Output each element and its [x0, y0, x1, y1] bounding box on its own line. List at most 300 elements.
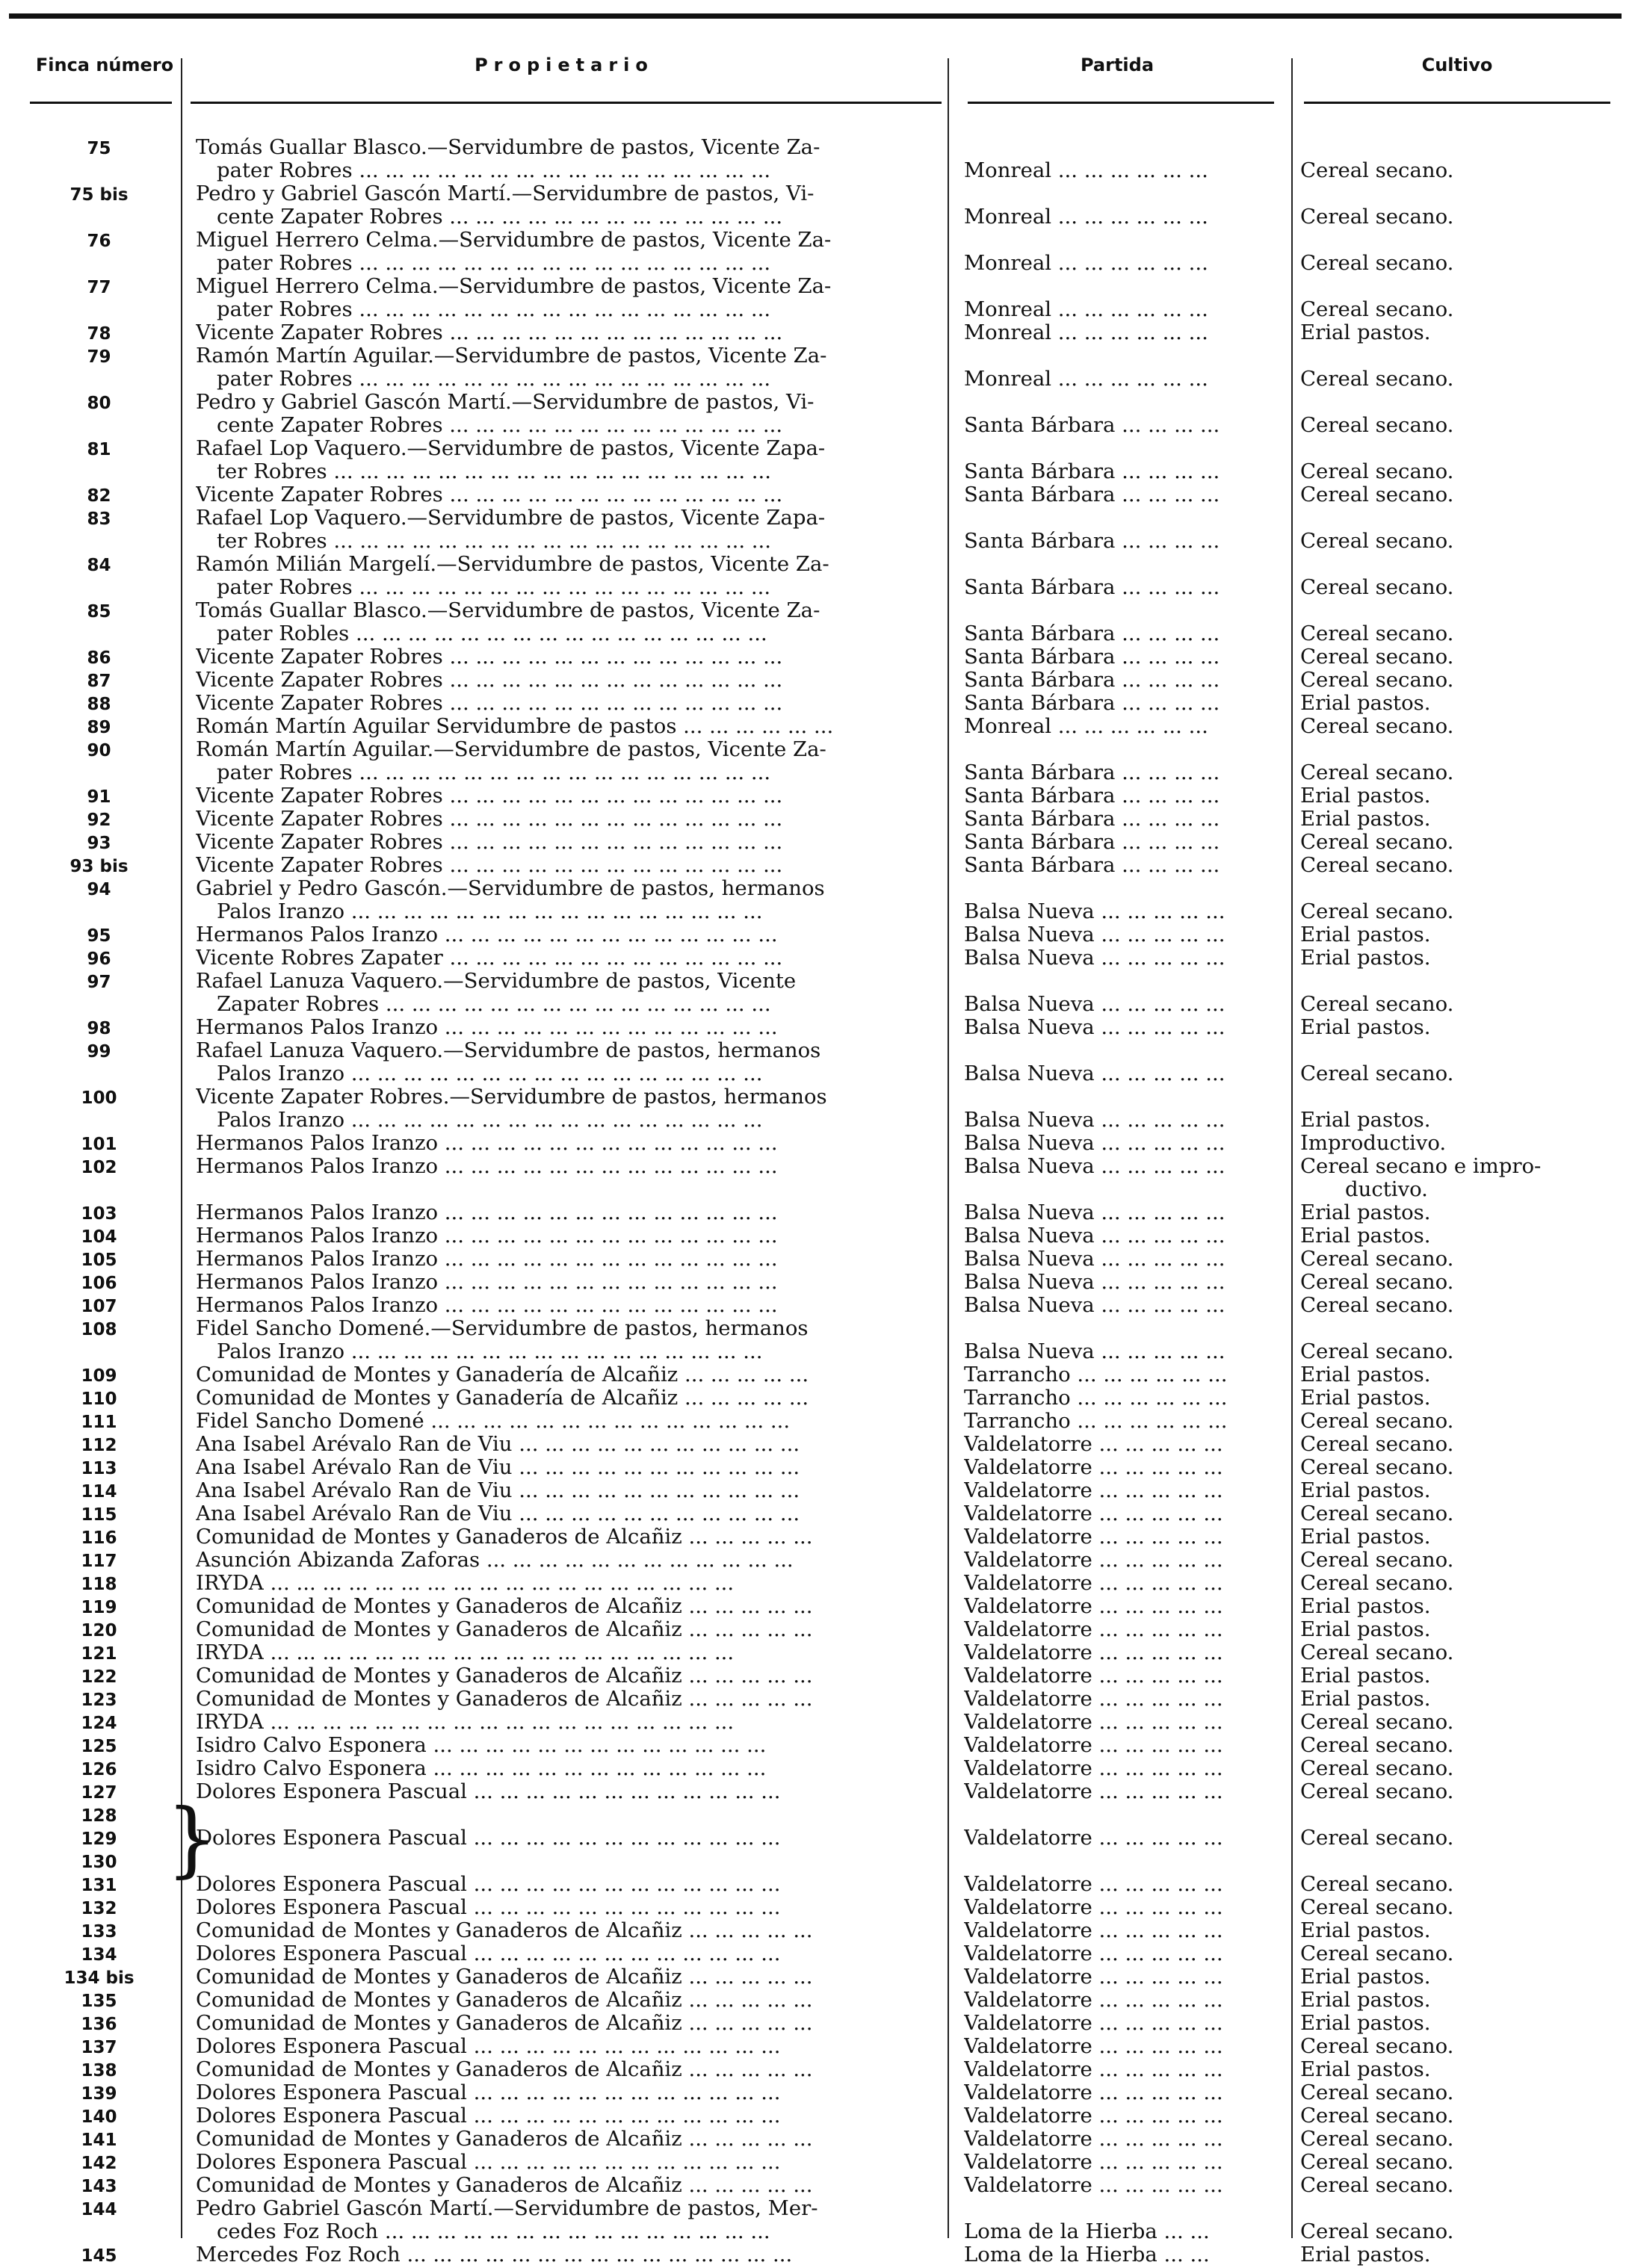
partida-text: Tarrancho ... ... ... ... ... ... — [964, 1386, 1228, 1410]
propietario-text: Vicente Zapater Robres ... ... ... ... ... ... ... ... ... ... ... ... ... — [196, 692, 783, 715]
finca-number: 140 — [81, 2107, 117, 2127]
propietario-text: Hermanos Palos Iranzo ... ... ... ... ... ... ... ... ... ... ... ... ... — [196, 1132, 778, 1155]
propietario-text: IRYDA ... ... ... ... ... ... ... ... ... ... ... ... ... ... ... ... ... ... — [196, 1641, 735, 1664]
propietario-text: Zapater Robres ... ... ... ... ... ... ... ... ... ... ... ... ... ... ... — [217, 993, 771, 1016]
finca-number: 124 — [81, 1714, 117, 1733]
partida-text: Monreal ... ... ... ... ... ... — [964, 252, 1208, 275]
propietario-text: Vicente Zapater Robres ... ... ... ... ... ... ... ... ... ... ... ... ... — [196, 854, 783, 877]
partida-text: Santa Bárbara ... ... ... ... — [964, 692, 1220, 715]
propietario-text: Hermanos Palos Iranzo ... ... ... ... ... ... ... ... ... ... ... ... ... — [196, 923, 778, 946]
partida-text: Valdelatorre ... ... ... ... ... — [964, 1780, 1223, 1803]
cultivo-text: Cereal secano. — [1300, 576, 1454, 599]
propietario-text: Isidro Calvo Esponera ... ... ... ... ... ... ... ... ... ... ... ... ... — [196, 1734, 767, 1757]
finca-number: 123 — [81, 1691, 117, 1710]
propietario-text: pater Robres ... ... ... ... ... ... ... ... ... ... ... ... ... ... ... ... — [217, 252, 771, 275]
partida-text: Valdelatorre ... ... ... ... ... — [964, 1873, 1223, 1896]
partida-text: Balsa Nueva ... ... ... ... ... — [964, 1224, 1225, 1248]
partida-text: Valdelatorre ... ... ... ... ... — [964, 1525, 1223, 1549]
propietario-text: Comunidad de Montes y Ganaderos de Alcañiz ... ... ... ... ... — [196, 1618, 813, 1641]
propietario-text: Dolores Esponera Pascual ... ... ... ... ... ... ... ... ... ... ... ... — [196, 1827, 781, 1850]
finca-number: 143 — [81, 2177, 117, 2196]
cultivo-text: Erial pastos. — [1300, 808, 1431, 831]
finca-number: 145 — [81, 2246, 117, 2266]
finca-number: 77 — [87, 278, 111, 297]
cultivo-text: Cereal secano. — [1300, 1062, 1454, 1085]
partida-text: Santa Bárbara ... ... ... ... — [964, 530, 1220, 553]
finca-number: 106 — [81, 1274, 117, 1293]
cultivo-text: Cereal secano. — [1300, 298, 1454, 321]
propietario-text: Dolores Esponera Pascual ... ... ... ... ... ... ... ... ... ... ... ... — [196, 1896, 781, 1919]
finca-number: 108 — [81, 1320, 117, 1339]
propietario-text: Comunidad de Montes y Ganadería de Alcañiz ... ... ... ... ... — [196, 1363, 809, 1386]
propietario-text: Dolores Esponera Pascual ... ... ... ... ... ... ... ... ... ... ... ... — [196, 1780, 781, 1803]
cultivo-text: Erial pastos. — [1300, 1363, 1431, 1386]
propietario-text: Fidel Sancho Domené.—Servidumbre de pastos, hermanos — [196, 1317, 809, 1340]
cultivo-text: Cereal secano. — [1300, 1711, 1454, 1734]
partida-text: Valdelatorre ... ... ... ... ... — [964, 2128, 1223, 2151]
partida-text: Valdelatorre ... ... ... ... ... — [964, 1572, 1223, 1595]
cultivo-text: Cereal secano. — [1300, 645, 1454, 669]
finca-number: 79 — [87, 347, 111, 367]
finca-number: 95 — [87, 926, 111, 946]
partida-text: Santa Bárbara ... ... ... ... — [964, 669, 1220, 692]
partida-text: Valdelatorre ... ... ... ... ... — [964, 1618, 1223, 1641]
partida-text: Santa Bárbara ... ... ... ... — [964, 761, 1220, 784]
finca-number: 127 — [81, 1783, 117, 1803]
finca-number: 94 — [87, 880, 111, 899]
cultivo-text: Cereal secano. — [1300, 1502, 1454, 1525]
cultivo-text: Erial pastos. — [1300, 1989, 1431, 2012]
cultivo-text: Cereal secano. — [1300, 1572, 1454, 1595]
partida-text: Balsa Nueva ... ... ... ... ... — [964, 1271, 1225, 1294]
cultivo-text: Cereal secano. — [1300, 854, 1454, 877]
partida-text: Tarrancho ... ... ... ... ... ... — [964, 1410, 1228, 1433]
cultivo-text: Cereal secano. — [1300, 414, 1454, 437]
propietario-text: cedes Foz Roch ... ... ... ... ... ... ... ... ... ... ... ... ... ... ... — [217, 2220, 770, 2243]
partida-text: Valdelatorre ... ... ... ... ... — [964, 1827, 1223, 1850]
cultivo-text: Cereal secano. — [1300, 622, 1454, 645]
cultivo-text: Cereal secano. — [1300, 1734, 1454, 1757]
finca-number: 125 — [81, 1737, 117, 1756]
cultivo-text: Cereal secano. — [1300, 1340, 1454, 1363]
partida-text: Santa Bárbara ... ... ... ... — [964, 576, 1220, 599]
propietario-text: pater Robres ... ... ... ... ... ... ... ... ... ... ... ... ... ... ... ... — [217, 298, 771, 321]
finca-number: 111 — [81, 1413, 117, 1432]
finca-number: 93 bis — [69, 857, 129, 876]
propietario-text: Mercedes Foz Roch ... ... ... ... ... ... ... ... ... ... ... ... ... ... ... — [196, 2243, 793, 2267]
partida-text: Monreal ... ... ... ... ... ... — [964, 159, 1208, 182]
propietario-text: Palos Iranzo ... ... ... ... ... ... ... ... ... ... ... ... ... ... ... ... — [217, 1340, 763, 1363]
finca-number: 105 — [81, 1251, 117, 1270]
partida-text: Santa Bárbara ... ... ... ... — [964, 622, 1220, 645]
partida-text: Valdelatorre ... ... ... ... ... — [964, 2012, 1223, 2035]
cultivo-text: Cereal secano. — [1300, 761, 1454, 784]
cultivo-text: Erial pastos. — [1300, 692, 1431, 715]
propietario-text: cente Zapater Robres ... ... ... ... ... ... ... ... ... ... ... ... ... — [217, 414, 783, 437]
finca-number: 110 — [81, 1389, 117, 1409]
propietario-text: Vicente Robres Zapater ... ... ... ... ... ... ... ... ... ... ... ... ... — [196, 946, 783, 970]
partida-text: Balsa Nueva ... ... ... ... ... — [964, 1132, 1225, 1155]
finca-number: 92 — [87, 811, 111, 830]
finca-number: 113 — [81, 1459, 117, 1478]
cultivo-text: Erial pastos. — [1300, 2058, 1431, 2081]
propietario-text: pater Robres ... ... ... ... ... ... ... ... ... ... ... ... ... ... ... ... — [217, 368, 771, 391]
partida-text: Valdelatorre ... ... ... ... ... — [964, 1456, 1223, 1479]
finca-number: 75 bis — [69, 185, 129, 205]
cultivo-text: Erial pastos. — [1300, 2243, 1431, 2267]
propietario-text: ter Robres ... ... ... ... ... ... ... ... ... ... ... ... ... ... ... ... ... — [217, 460, 772, 483]
partida-text: Balsa Nueva ... ... ... ... ... — [964, 1248, 1225, 1271]
cultivo-text: Cereal secano. — [1300, 2151, 1454, 2174]
header-finca: Finca número — [35, 55, 174, 75]
partida-text: Valdelatorre ... ... ... ... ... — [964, 2058, 1223, 2081]
propietario-text: IRYDA ... ... ... ... ... ... ... ... ... ... ... ... ... ... ... ... ... ... — [196, 1572, 735, 1595]
cultivo-text: Cereal secano. — [1300, 1780, 1454, 1803]
finca-number: 85 — [87, 602, 111, 622]
partida-text: Valdelatorre ... ... ... ... ... — [964, 2081, 1223, 2104]
partida-text: Valdelatorre ... ... ... ... ... — [964, 1896, 1223, 1919]
propietario-text: Rafael Lanuza Vaquero.—Servidumbre de pastos, hermanos — [196, 1039, 821, 1062]
partida-text: Valdelatorre ... ... ... ... ... — [964, 2104, 1223, 2128]
finca-number: 130 — [81, 1853, 117, 1872]
cultivo-text: Erial pastos. — [1300, 2012, 1431, 2035]
partida-text: Monreal ... ... ... ... ... ... — [964, 715, 1208, 738]
propietario-text: Vicente Zapater Robres ... ... ... ... ... ... ... ... ... ... ... ... ... — [196, 808, 783, 831]
finca-number: 136 — [81, 2015, 117, 2034]
propietario-text: Hermanos Palos Iranzo ... ... ... ... ... ... ... ... ... ... ... ... ... — [196, 1248, 778, 1271]
finca-number: 121 — [81, 1644, 117, 1664]
cultivo-text: Cereal secano. — [1300, 993, 1454, 1016]
partida-text: Valdelatorre ... ... ... ... ... — [964, 1757, 1223, 1780]
propietario-text: Dolores Esponera Pascual ... ... ... ... ... ... ... ... ... ... ... ... — [196, 2151, 781, 2174]
propietario-text: pater Robles ... ... ... ... ... ... ... ... ... ... ... ... ... ... ... ... — [217, 622, 767, 645]
partida-text: Loma de la Hierba ... ... — [964, 2220, 1210, 2243]
propietario-text: Dolores Esponera Pascual ... ... ... ... ... ... ... ... ... ... ... ... — [196, 2081, 781, 2104]
propietario-text: Comunidad de Montes y Ganaderos de Alcañiz ... ... ... ... ... — [196, 2174, 813, 2197]
propietario-text: Miguel Herrero Celma.—Servidumbre de pastos, Vicente Za- — [196, 229, 832, 252]
propietario-text: Ramón Martín Aguilar.—Servidumbre de pastos, Vicente Za- — [196, 344, 827, 368]
propietario-text: Pedro Gabriel Gascón Martí.—Servidumbre de pastos, Mer- — [196, 2197, 818, 2220]
cultivo-text: Cereal secano. — [1300, 1873, 1454, 1896]
propietario-text: Pedro y Gabriel Gascón Martí.—Servidumbre de pastos, Vi- — [196, 182, 815, 205]
cultivo-text: Cereal secano. — [1300, 2035, 1454, 2058]
partida-text: Valdelatorre ... ... ... ... ... — [964, 1919, 1223, 1942]
propietario-text: Román Martín Aguilar Servidumbre de pastos ... ... ... ... ... ... — [196, 715, 834, 738]
propietario-text: Tomás Guallar Blasco.—Servidumbre de pastos, Vicente Za- — [196, 136, 820, 159]
finca-number: 112 — [81, 1436, 117, 1455]
propietario-text: Hermanos Palos Iranzo ... ... ... ... ... ... ... ... ... ... ... ... ... — [196, 1201, 778, 1224]
propietario-text: Hermanos Palos Iranzo ... ... ... ... ... ... ... ... ... ... ... ... ... — [196, 1224, 778, 1248]
cultivo-text: Cereal secano. — [1300, 1896, 1454, 1919]
cultivo-text: Cereal secano. — [1300, 1641, 1454, 1664]
cultivo-text: Improductivo. — [1300, 1132, 1447, 1155]
propietario-text: Tomás Guallar Blasco.—Servidumbre de pastos, Vicente Za- — [196, 599, 820, 622]
finca-number: 104 — [81, 1227, 117, 1247]
cultivo-text: Erial pastos. — [1300, 1664, 1431, 1688]
finca-number: 87 — [87, 672, 111, 691]
cultivo-text: Cereal secano. — [1300, 1827, 1454, 1850]
finca-number: 109 — [81, 1366, 117, 1386]
propietario-text: Rafael Lanuza Vaquero.—Servidumbre de pastos, Vicente — [196, 970, 797, 993]
finca-number: 116 — [81, 1528, 117, 1548]
partida-text: Balsa Nueva ... ... ... ... ... — [964, 993, 1225, 1016]
cultivo-text: Erial pastos. — [1300, 946, 1431, 970]
propietario-text: Palos Iranzo ... ... ... ... ... ... ... ... ... ... ... ... ... ... ... ... — [217, 900, 763, 923]
propietario-text: Dolores Esponera Pascual ... ... ... ... ... ... ... ... ... ... ... ... — [196, 1942, 781, 1965]
finca-number: 75 — [87, 139, 111, 158]
finca-number: 91 — [87, 787, 111, 807]
partida-text: Valdelatorre ... ... ... ... ... — [964, 2151, 1223, 2174]
finca-number: 138 — [81, 2061, 117, 2080]
cultivo-text: Cereal secano. — [1300, 1549, 1454, 1572]
cultivo-text: Cereal secano. — [1300, 1456, 1454, 1479]
finca-number: 107 — [81, 1297, 117, 1316]
finca-number: 141 — [81, 2131, 117, 2150]
partida-text: Balsa Nueva ... ... ... ... ... — [964, 1340, 1225, 1363]
propietario-text: Vicente Zapater Robres ... ... ... ... ... ... ... ... ... ... ... ... ... — [196, 669, 783, 692]
finca-number: 142 — [81, 2154, 117, 2173]
propietario-text: Vicente Zapater Robres ... ... ... ... ... ... ... ... ... ... ... ... ... — [196, 321, 783, 344]
finca-number: 78 — [87, 324, 111, 344]
cultivo-text: Cereal secano. — [1300, 900, 1454, 923]
finca-number: 120 — [81, 1621, 117, 1640]
propietario-text: Hermanos Palos Iranzo ... ... ... ... ... ... ... ... ... ... ... ... ... — [196, 1271, 778, 1294]
finca-number: 89 — [87, 718, 111, 737]
propietario-text: Dolores Esponera Pascual ... ... ... ... ... ... ... ... ... ... ... ... — [196, 2035, 781, 2058]
cultivo-text: Erial pastos. — [1300, 1201, 1431, 1224]
partida-text: Balsa Nueva ... ... ... ... ... — [964, 1062, 1225, 1085]
propietario-text: Comunidad de Montes y Ganaderos de Alcañiz ... ... ... ... ... — [196, 2012, 813, 2035]
header-cultivo: Cultivo — [1421, 55, 1493, 75]
propietario-text: Comunidad de Montes y Ganaderos de Alcañiz ... ... ... ... ... — [196, 1688, 813, 1711]
cultivo-text: Cereal secano. — [1300, 252, 1454, 275]
cultivo-text: Erial pastos. — [1300, 1525, 1431, 1549]
propietario-text: Hermanos Palos Iranzo ... ... ... ... ... ... ... ... ... ... ... ... ... — [196, 1016, 778, 1039]
propietario-text: Isidro Calvo Esponera ... ... ... ... ... ... ... ... ... ... ... ... ... — [196, 1757, 767, 1780]
propietario-text: Comunidad de Montes y Ganadería de Alcañiz ... ... ... ... ... — [196, 1386, 809, 1410]
grouping-brace: } — [166, 1791, 218, 1886]
header-partida: Partida — [1080, 55, 1155, 75]
finca-number: 76 — [87, 232, 111, 251]
propietario-text: Ana Isabel Arévalo Ran de Viu ... ... ... ... ... ... ... ... ... ... ... — [196, 1502, 800, 1525]
cultivo-text: Cereal secano. — [1300, 460, 1454, 483]
partida-text: Santa Bárbara ... ... ... ... — [964, 483, 1220, 506]
cultivo-text: Cereal secano. — [1300, 1433, 1454, 1456]
finca-number: 133 — [81, 1922, 117, 1942]
finca-number: 81 — [87, 440, 111, 459]
finca-number: 128 — [81, 1806, 117, 1826]
partida-text: Valdelatorre ... ... ... ... ... — [964, 1965, 1223, 1989]
partida-text: Monreal ... ... ... ... ... ... — [964, 368, 1208, 391]
cultivo-text: Erial pastos. — [1300, 321, 1431, 344]
propietario-text: Ana Isabel Arévalo Ran de Viu ... ... ... ... ... ... ... ... ... ... ... — [196, 1479, 800, 1502]
cultivo-text: Cereal secano. — [1300, 1942, 1454, 1965]
finca-number: 103 — [81, 1204, 117, 1224]
cultivo-text: Erial pastos. — [1300, 1479, 1431, 1502]
header-propietario: Propietario — [475, 55, 654, 75]
propietario-text: Fidel Sancho Domené ... ... ... ... ... ... ... ... ... ... ... ... ... ... — [196, 1410, 791, 1433]
propietario-text: Rafael Lop Vaquero.—Servidumbre de pastos, Vicente Zapa- — [196, 437, 826, 460]
cultivo-text: Cereal secano. — [1300, 831, 1454, 854]
cultivo-text: Erial pastos. — [1300, 1618, 1431, 1641]
partida-text: Monreal ... ... ... ... ... ... — [964, 321, 1208, 344]
finca-number: 134 bis — [64, 1968, 135, 1988]
partida-text: Santa Bárbara ... ... ... ... — [964, 414, 1220, 437]
finca-number: 84 — [87, 556, 111, 575]
partida-text: Balsa Nueva ... ... ... ... ... — [964, 946, 1225, 970]
cultivo-text: Cereal secano. — [1300, 205, 1454, 229]
finca-number: 97 — [87, 973, 111, 992]
partida-text: Tarrancho ... ... ... ... ... ... — [964, 1363, 1228, 1386]
partida-text: Valdelatorre ... ... ... ... ... — [964, 2035, 1223, 2058]
partida-text: Santa Bárbara ... ... ... ... — [964, 645, 1220, 669]
cultivo-text: Erial pastos. — [1300, 784, 1431, 808]
propietario-text: Pedro y Gabriel Gascón Martí.—Servidumbre de pastos, Vi- — [196, 391, 815, 414]
finca-number: 129 — [81, 1829, 117, 1849]
partida-text: Valdelatorre ... ... ... ... ... — [964, 1664, 1223, 1688]
finca-number: 144 — [81, 2200, 117, 2219]
cultivo-text: Erial pastos. — [1300, 1965, 1431, 1989]
finca-number: 122 — [81, 1667, 117, 1687]
cultivo-text: Cereal secano e impro- — [1300, 1155, 1542, 1178]
partida-text: Loma de la Hierba ... ... — [964, 2243, 1210, 2267]
cultivo-text: Erial pastos. — [1300, 1224, 1431, 1248]
propietario-text: Asunción Abizanda Zaforas ... ... ... ... ... ... ... ... ... ... ... ... — [196, 1549, 794, 1572]
cultivo-text: Cereal secano. — [1300, 669, 1454, 692]
propietario-text: Vicente Zapater Robres ... ... ... ... ... ... ... ... ... ... ... ... ... — [196, 645, 783, 669]
finca-number: 96 — [87, 949, 111, 969]
cultivo-text: Cereal secano. — [1300, 2081, 1454, 2104]
finca-number: 86 — [87, 648, 111, 668]
propietario-text: Comunidad de Montes y Ganaderos de Alcañiz ... ... ... ... ... — [196, 1989, 813, 2012]
propietario-text: Gabriel y Pedro Gascón.—Servidumbre de pastos, hermanos — [196, 877, 825, 900]
finca-number: 101 — [81, 1135, 117, 1154]
propietario-text: Palos Iranzo ... ... ... ... ... ... ... ... ... ... ... ... ... ... ... ... — [217, 1062, 763, 1085]
cultivo-text: Cereal secano. — [1300, 715, 1454, 738]
propietario-text: Román Martín Aguilar.—Servidumbre de pastos, Vicente Za- — [196, 738, 826, 761]
partida-text: Balsa Nueva ... ... ... ... ... — [964, 1109, 1225, 1132]
cultivo-text: Erial pastos. — [1300, 1595, 1431, 1618]
propietario-text: Vicente Zapater Robres.—Servidumbre de pastos, hermanos — [196, 1085, 827, 1109]
finca-number: 137 — [81, 2038, 117, 2057]
cultivo-text: Cereal secano. — [1300, 2128, 1454, 2151]
cultivo-text: Cereal secano. — [1300, 1248, 1454, 1271]
partida-text: Balsa Nueva ... ... ... ... ... — [964, 923, 1225, 946]
partida-text: Balsa Nueva ... ... ... ... ... — [964, 1016, 1225, 1039]
propietario-text: Vicente Zapater Robres ... ... ... ... ... ... ... ... ... ... ... ... ... — [196, 831, 783, 854]
cultivo-text: Erial pastos. — [1300, 1919, 1431, 1942]
propietario-text: Comunidad de Montes y Ganaderos de Alcañiz ... ... ... ... ... — [196, 1664, 813, 1688]
partida-text: Valdelatorre ... ... ... ... ... — [964, 1942, 1223, 1965]
partida-text: Balsa Nueva ... ... ... ... ... — [964, 900, 1225, 923]
partida-text: Monreal ... ... ... ... ... ... — [964, 205, 1208, 229]
finca-number: 88 — [87, 695, 111, 714]
propietario-text: Hermanos Palos Iranzo ... ... ... ... ... ... ... ... ... ... ... ... ... — [196, 1294, 778, 1317]
partida-text: Balsa Nueva ... ... ... ... ... — [964, 1294, 1225, 1317]
propietario-text: IRYDA ... ... ... ... ... ... ... ... ... ... ... ... ... ... ... ... ... ... — [196, 1711, 735, 1734]
propietario-text: Ana Isabel Arévalo Ran de Viu ... ... ... ... ... ... ... ... ... ... ... — [196, 1456, 800, 1479]
cultivo-text: Erial pastos. — [1300, 1016, 1431, 1039]
cultivo-text: Cereal secano. — [1300, 530, 1454, 553]
cultivo-text: Erial pastos. — [1300, 1109, 1431, 1132]
finca-number: 135 — [81, 1992, 117, 2011]
finca-number: 114 — [81, 1482, 117, 1502]
partida-text: Valdelatorre ... ... ... ... ... — [964, 1479, 1223, 1502]
partida-text: Santa Bárbara ... ... ... ... — [964, 784, 1220, 808]
partida-text: Valdelatorre ... ... ... ... ... — [964, 1711, 1223, 1734]
propietario-text: Rafael Lop Vaquero.—Servidumbre de pastos, Vicente Zapa- — [196, 506, 826, 530]
propietario-text: Comunidad de Montes y Ganaderos de Alcañiz ... ... ... ... ... — [196, 1965, 813, 1989]
cultivo-text: Cereal secano. — [1300, 1294, 1454, 1317]
finca-number: 134 — [81, 1945, 117, 1965]
finca-number: 131 — [81, 1876, 117, 1895]
propietario-text: Dolores Esponera Pascual ... ... ... ... ... ... ... ... ... ... ... ... — [196, 1873, 781, 1896]
cultivo-text: Cereal secano. — [1300, 2174, 1454, 2197]
propietario-text: Comunidad de Montes y Ganaderos de Alcañiz ... ... ... ... ... — [196, 2128, 813, 2151]
partida-text: Santa Bárbara ... ... ... ... — [964, 808, 1220, 831]
propietario-text: cente Zapater Robres ... ... ... ... ... ... ... ... ... ... ... ... ... — [217, 205, 783, 229]
finca-number: 118 — [81, 1575, 117, 1594]
partida-text: Valdelatorre ... ... ... ... ... — [964, 1641, 1223, 1664]
cultivo-text: Cereal secano. — [1300, 159, 1454, 182]
cultivo-text: ductivo. — [1345, 1178, 1428, 1201]
finca-number: 83 — [87, 509, 111, 529]
propietario-text: Hermanos Palos Iranzo ... ... ... ... ... ... ... ... ... ... ... ... ... — [196, 1155, 778, 1178]
finca-number: 117 — [81, 1552, 117, 1571]
propietario-text: Palos Iranzo ... ... ... ... ... ... ... ... ... ... ... ... ... ... ... ... — [217, 1109, 763, 1132]
cultivo-text: Cereal secano. — [1300, 2220, 1454, 2243]
cultivo-text: Erial pastos. — [1300, 1688, 1431, 1711]
propietario-text: Ana Isabel Arévalo Ran de Viu ... ... ... ... ... ... ... ... ... ... ... — [196, 1433, 800, 1456]
propietario-text: Miguel Herrero Celma.—Servidumbre de pastos, Vicente Za- — [196, 275, 832, 298]
finca-number: 80 — [87, 394, 111, 413]
finca-number: 102 — [81, 1158, 117, 1177]
finca-number: 99 — [87, 1042, 111, 1062]
partida-text: Valdelatorre ... ... ... ... ... — [964, 1688, 1223, 1711]
cultivo-text: Cereal secano. — [1300, 2104, 1454, 2128]
partida-text: Santa Bárbara ... ... ... ... — [964, 831, 1220, 854]
partida-text: Valdelatorre ... ... ... ... ... — [964, 1433, 1223, 1456]
partida-text: Valdelatorre ... ... ... ... ... — [964, 1502, 1223, 1525]
propietario-text: Comunidad de Montes y Ganaderos de Alcañiz ... ... ... ... ... — [196, 1919, 813, 1942]
finca-number: 126 — [81, 1760, 117, 1779]
partida-text: Valdelatorre ... ... ... ... ... — [964, 2174, 1223, 2197]
partida-text: Monreal ... ... ... ... ... ... — [964, 298, 1208, 321]
partida-text: Valdelatorre ... ... ... ... ... — [964, 1549, 1223, 1572]
propietario-text: Ramón Milián Margelí.—Servidumbre de pastos, Vicente Za- — [196, 553, 829, 576]
propietario-text: pater Robres ... ... ... ... ... ... ... ... ... ... ... ... ... ... ... ... — [217, 761, 771, 784]
propietario-text: Vicente Zapater Robres ... ... ... ... ... ... ... ... ... ... ... ... ... — [196, 784, 783, 808]
cultivo-text: Cereal secano. — [1300, 483, 1454, 506]
finca-number: 119 — [81, 1598, 117, 1617]
cultivo-text: Cereal secano. — [1300, 368, 1454, 391]
partida-text: Santa Bárbara ... ... ... ... — [964, 854, 1220, 877]
finca-number: 115 — [81, 1505, 117, 1525]
cultivo-text: Erial pastos. — [1300, 923, 1431, 946]
cultivo-text: Cereal secano. — [1300, 1271, 1454, 1294]
partida-text: Balsa Nueva ... ... ... ... ... — [964, 1155, 1225, 1178]
finca-number: 132 — [81, 1899, 117, 1918]
partida-text: Valdelatorre ... ... ... ... ... — [964, 1595, 1223, 1618]
cultivo-text: Cereal secano. — [1300, 1757, 1454, 1780]
finca-number: 100 — [81, 1088, 117, 1108]
propietario-text: Vicente Zapater Robres ... ... ... ... ... ... ... ... ... ... ... ... ... — [196, 483, 783, 506]
finca-number: 82 — [87, 486, 111, 506]
finca-number: 93 — [87, 834, 111, 853]
propietario-text: Comunidad de Montes y Ganaderos de Alcañiz ... ... ... ... ... — [196, 2058, 813, 2081]
propietario-text: Comunidad de Montes y Ganaderos de Alcañiz ... ... ... ... ... — [196, 1595, 813, 1618]
propietario-text: pater Robres ... ... ... ... ... ... ... ... ... ... ... ... ... ... ... ... — [217, 576, 771, 599]
